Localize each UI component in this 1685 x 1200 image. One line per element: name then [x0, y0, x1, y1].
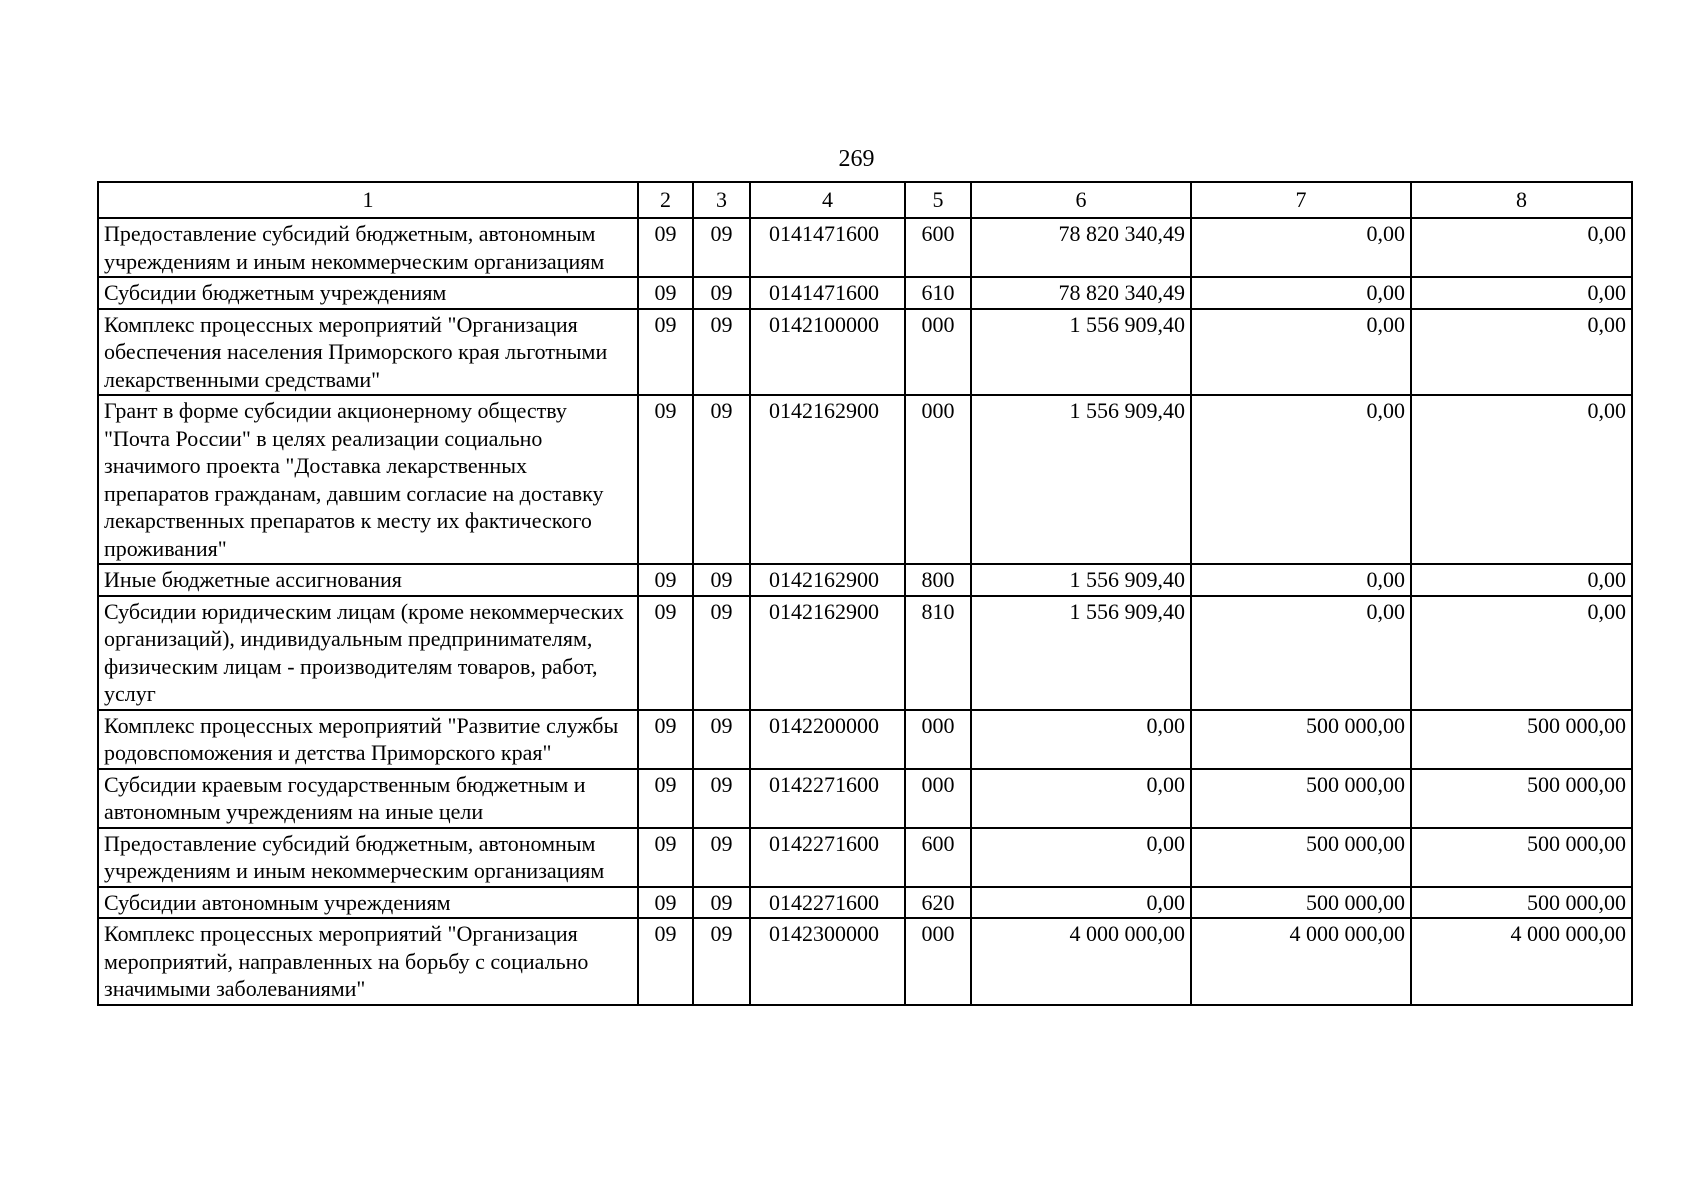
- column-header: 2: [638, 182, 693, 218]
- section-code-cell: 09: [638, 395, 693, 564]
- column-header: 4: [750, 182, 905, 218]
- amount-col8-cell: 0,00: [1411, 277, 1632, 309]
- target-article-cell: 0142300000: [750, 918, 905, 1005]
- amount-col8-cell: 500 000,00: [1411, 769, 1632, 828]
- table-row: [98, 887, 1632, 919]
- expense-type-cell: 600: [905, 218, 971, 277]
- target-article-cell: 0142162900: [750, 395, 905, 564]
- expense-type-cell: 610: [905, 277, 971, 309]
- item-name-cell: Субсидии бюджетным учреждениям: [98, 277, 638, 309]
- expense-type-cell: 000: [905, 918, 971, 1005]
- item-name-cell: Предоставление субсидий бюджетным, автономным учреждениям и иным некоммерческим организациям: [98, 218, 638, 277]
- expense-type-cell: 600: [905, 828, 971, 887]
- item-name-cell: Комплекс процессных мероприятий "Организация мероприятий, направленных на борьбу с социально значимыми заболеваниями": [98, 918, 638, 1005]
- item-name-cell: Субсидии автономным учреждениям: [98, 887, 638, 919]
- section-code-cell: 09: [638, 309, 693, 396]
- subsection-code-cell: 09: [693, 710, 750, 769]
- subsection-code-cell: 09: [693, 918, 750, 1005]
- subsection-code-cell: 09: [693, 828, 750, 887]
- subsection-code-cell: 09: [693, 218, 750, 277]
- item-name-cell: Субсидии юридическим лицам (кроме некоммерческих организаций), индивидуальным предпринимателям, физическим лицам - производителям товаров, работ, услуг: [98, 596, 638, 710]
- amount-col7-cell: 0,00: [1191, 309, 1411, 396]
- column-header: 8: [1411, 182, 1632, 218]
- amount-col6-cell: 78 820 340,49: [971, 277, 1191, 309]
- amount-col6-cell: 1 556 909,40: [971, 564, 1191, 596]
- amount-col7-cell: 0,00: [1191, 395, 1411, 564]
- expense-type-cell: 620: [905, 887, 971, 919]
- target-article-cell: 0142271600: [750, 828, 905, 887]
- amount-col7-cell: 0,00: [1191, 596, 1411, 710]
- table-row: [98, 596, 1632, 710]
- target-article-cell: 0141471600: [750, 218, 905, 277]
- expense-type-cell: 000: [905, 769, 971, 828]
- amount-col8-cell: 500 000,00: [1411, 887, 1632, 919]
- amount-col7-cell: 500 000,00: [1191, 769, 1411, 828]
- subsection-code-cell: 09: [693, 769, 750, 828]
- amount-col8-cell: 0,00: [1411, 309, 1632, 396]
- amount-col7-cell: 4 000 000,00: [1191, 918, 1411, 1005]
- item-name-cell: Комплекс процессных мероприятий "Организация обеспечения населения Приморского края льготными лекарственными средствами": [98, 309, 638, 396]
- expense-type-cell: 000: [905, 395, 971, 564]
- column-header: 5: [905, 182, 971, 218]
- section-code-cell: 09: [638, 828, 693, 887]
- subsection-code-cell: 09: [693, 596, 750, 710]
- amount-col7-cell: 500 000,00: [1191, 887, 1411, 919]
- amount-col6-cell: 0,00: [971, 887, 1191, 919]
- column-header: 7: [1191, 182, 1411, 218]
- target-article-cell: 0142200000: [750, 710, 905, 769]
- item-name-cell: Грант в форме субсидии акционерному обществу "Почта России" в целях реализации социально значимого проекта "Доставка лекарственных препаратов гражданам, давшим согласие на доставку лекарственных препаратов к месту их фактического проживания": [98, 395, 638, 564]
- amount-col7-cell: 500 000,00: [1191, 828, 1411, 887]
- subsection-code-cell: 09: [693, 887, 750, 919]
- section-code-cell: 09: [638, 564, 693, 596]
- target-article-cell: 0142100000: [750, 309, 905, 396]
- amount-col6-cell: 1 556 909,40: [971, 395, 1191, 564]
- amount-col8-cell: 0,00: [1411, 395, 1632, 564]
- table-row: [98, 918, 1632, 1005]
- budget-table: [97, 181, 1633, 1006]
- amount-col6-cell: 1 556 909,40: [971, 596, 1191, 710]
- expense-type-cell: 810: [905, 596, 971, 710]
- item-name-cell: Комплекс процессных мероприятий "Развитие службы родовспоможения и детства Приморского края": [98, 710, 638, 769]
- expense-type-cell: 000: [905, 309, 971, 396]
- amount-col6-cell: 0,00: [971, 769, 1191, 828]
- amount-col7-cell: 0,00: [1191, 218, 1411, 277]
- item-name-cell: Предоставление субсидий бюджетным, автономным учреждениям и иным некоммерческим организациям: [98, 828, 638, 887]
- expense-type-cell: 800: [905, 564, 971, 596]
- column-header: 3: [693, 182, 750, 218]
- target-article-cell: 0142271600: [750, 769, 905, 828]
- column-number-row: [98, 182, 1632, 218]
- amount-col6-cell: 0,00: [971, 828, 1191, 887]
- expense-type-cell: 000: [905, 710, 971, 769]
- section-code-cell: 09: [638, 769, 693, 828]
- column-header: 1: [98, 182, 638, 218]
- section-code-cell: 09: [638, 918, 693, 1005]
- table-row: [98, 309, 1632, 396]
- target-article-cell: 0142162900: [750, 564, 905, 596]
- amount-col7-cell: 0,00: [1191, 564, 1411, 596]
- subsection-code-cell: 09: [693, 277, 750, 309]
- page-number: 269: [838, 146, 875, 172]
- subsection-code-cell: 09: [693, 309, 750, 396]
- section-code-cell: 09: [638, 218, 693, 277]
- subsection-code-cell: 09: [693, 564, 750, 596]
- amount-col8-cell: 500 000,00: [1411, 710, 1632, 769]
- target-article-cell: 0142271600: [750, 887, 905, 919]
- amount-col8-cell: 0,00: [1411, 564, 1632, 596]
- table-row: [98, 828, 1632, 887]
- table-row: [98, 769, 1632, 828]
- subsection-code-cell: 09: [693, 395, 750, 564]
- item-name-cell: Субсидии краевым государственным бюджетным и автономным учреждениям на иные цели: [98, 769, 638, 828]
- column-header: 6: [971, 182, 1191, 218]
- amount-col6-cell: 78 820 340,49: [971, 218, 1191, 277]
- item-name-cell: Иные бюджетные ассигнования: [98, 564, 638, 596]
- section-code-cell: 09: [638, 277, 693, 309]
- table-row: [98, 710, 1632, 769]
- table-row: [98, 277, 1632, 309]
- section-code-cell: 09: [638, 596, 693, 710]
- amount-col6-cell: 1 556 909,40: [971, 309, 1191, 396]
- amount-col8-cell: 0,00: [1411, 596, 1632, 710]
- section-code-cell: 09: [638, 887, 693, 919]
- target-article-cell: 0142162900: [750, 596, 905, 710]
- table-row: [98, 564, 1632, 596]
- amount-col8-cell: 500 000,00: [1411, 828, 1632, 887]
- amount-col6-cell: 4 000 000,00: [971, 918, 1191, 1005]
- target-article-cell: 0141471600: [750, 277, 905, 309]
- amount-col6-cell: 0,00: [971, 710, 1191, 769]
- amount-col7-cell: 500 000,00: [1191, 710, 1411, 769]
- amount-col8-cell: 4 000 000,00: [1411, 918, 1632, 1005]
- table-row: [98, 218, 1632, 277]
- table-row: [98, 395, 1632, 564]
- section-code-cell: 09: [638, 710, 693, 769]
- amount-col8-cell: 0,00: [1411, 218, 1632, 277]
- amount-col7-cell: 0,00: [1191, 277, 1411, 309]
